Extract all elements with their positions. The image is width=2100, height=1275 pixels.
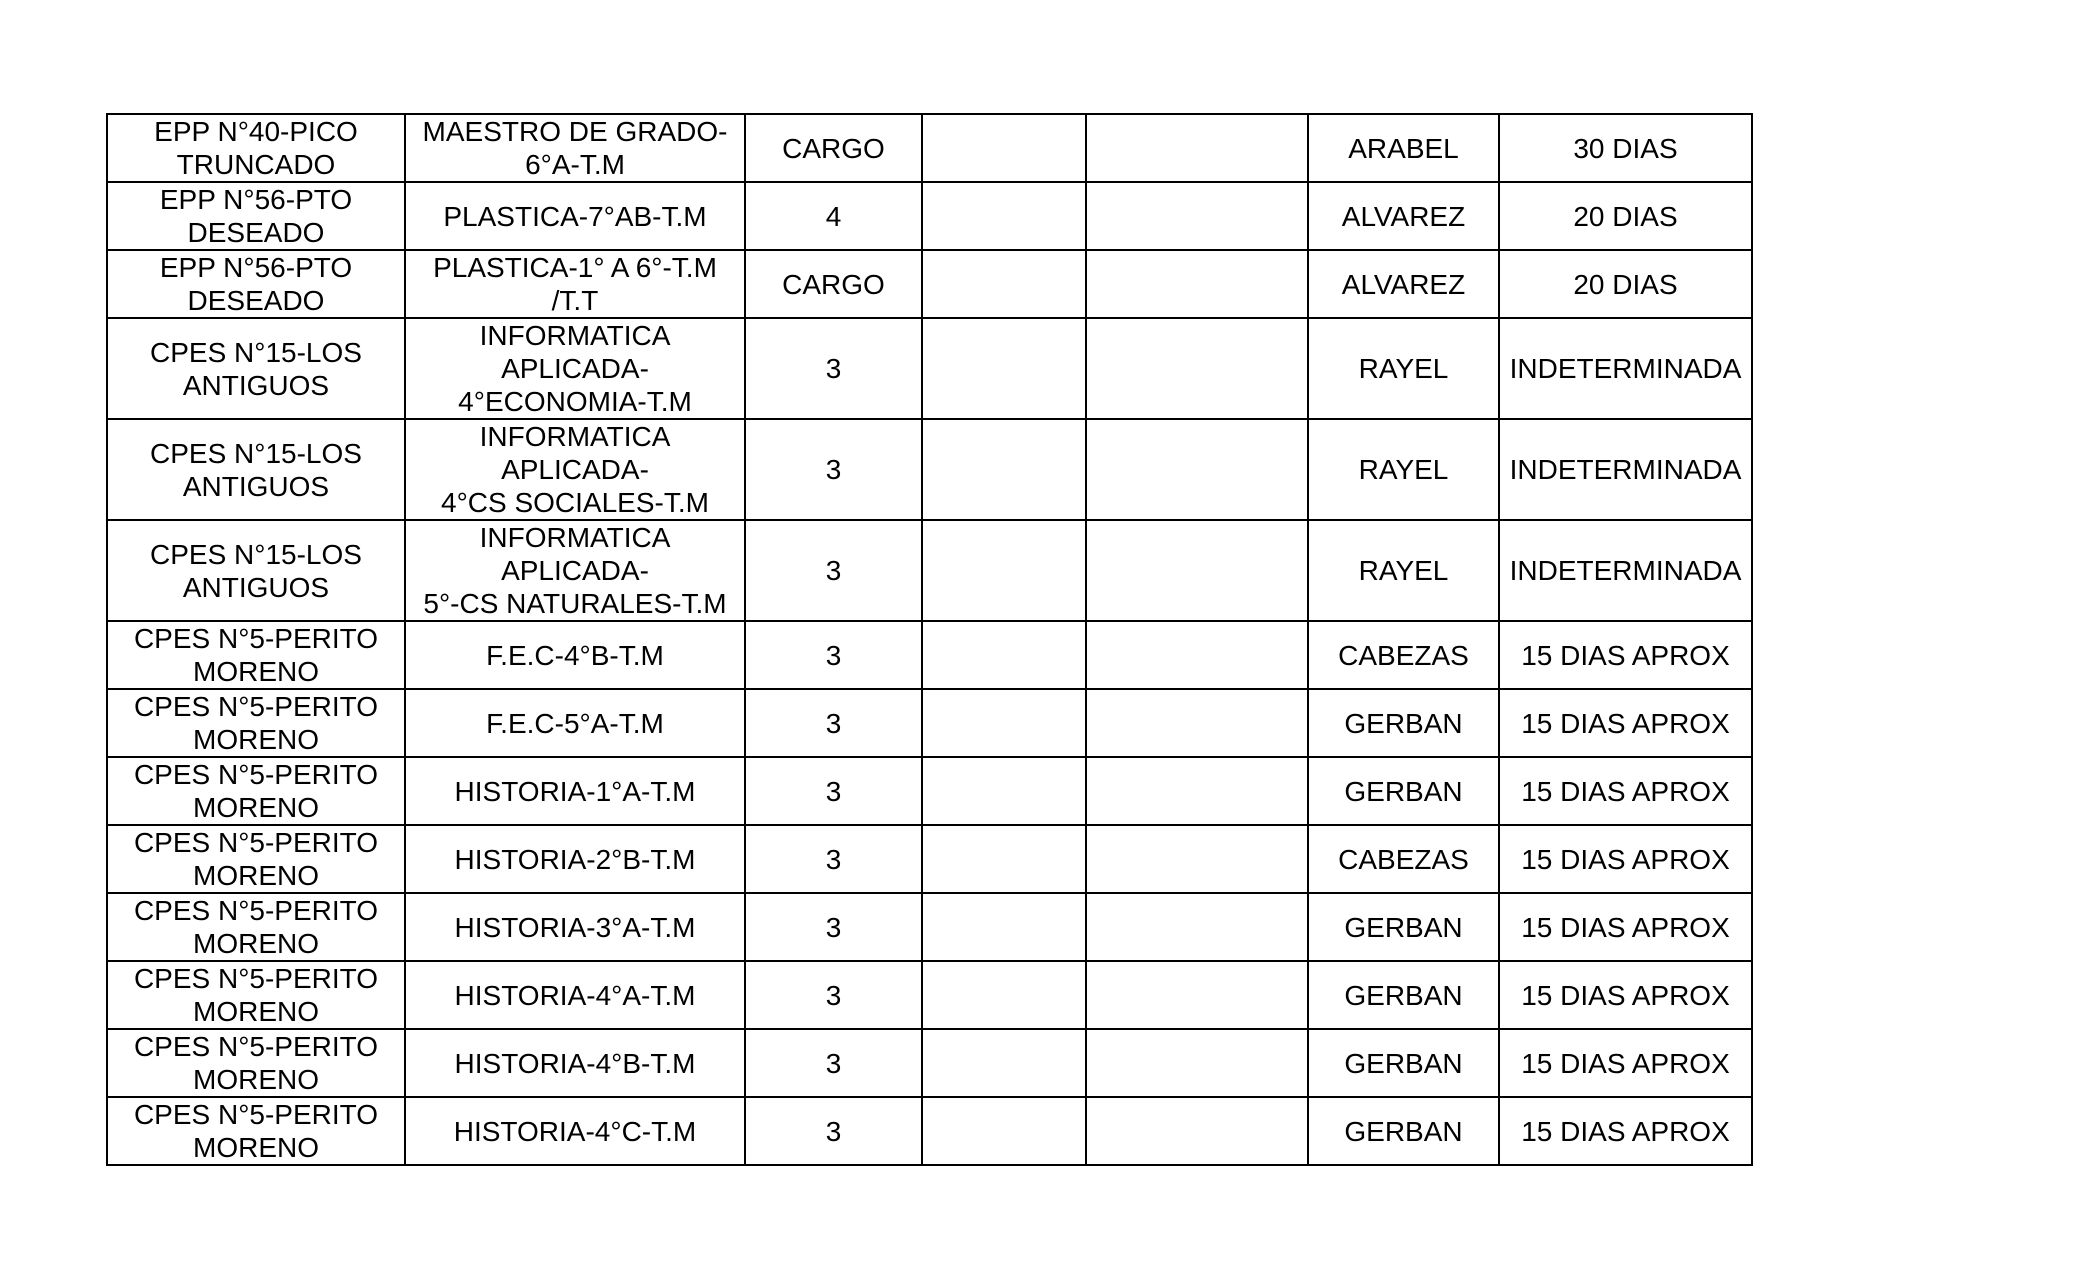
empty-cell xyxy=(922,250,1086,318)
hours-cell: 3 xyxy=(745,621,922,689)
hours-cell: 3 xyxy=(745,757,922,825)
hours-cell: 3 xyxy=(745,689,922,757)
empty-cell xyxy=(922,961,1086,1029)
subject-cell: HISTORIA-1°A-T.M xyxy=(405,757,745,825)
duration-cell: 15 DIAS APROX xyxy=(1499,621,1752,689)
table-row xyxy=(107,757,1752,825)
school-cell: CPES N°5-PERITO MORENO xyxy=(107,961,405,1029)
name-cell: GERBAN xyxy=(1308,689,1499,757)
subject-cell: HISTORIA-4°C-T.M xyxy=(405,1097,745,1165)
empty-cell xyxy=(922,182,1086,250)
duration-cell: 30 DIAS xyxy=(1499,114,1752,182)
empty-cell xyxy=(1086,961,1308,1029)
name-cell: GERBAN xyxy=(1308,757,1499,825)
subject-cell: INFORMATICA APLICADA- 4°CS SOCIALES-T.M xyxy=(405,419,745,520)
school-cell: CPES N°15-LOS ANTIGUOS xyxy=(107,318,405,419)
school-cell: CPES N°5-PERITO MORENO xyxy=(107,1097,405,1165)
school-cell: CPES N°15-LOS ANTIGUOS xyxy=(107,419,405,520)
table-row xyxy=(107,1097,1752,1165)
table-row xyxy=(107,250,1752,318)
hours-cell: 4 xyxy=(745,182,922,250)
name-cell: RAYEL xyxy=(1308,520,1499,621)
empty-cell xyxy=(922,419,1086,520)
name-cell: ARABEL xyxy=(1308,114,1499,182)
hours-cell: 3 xyxy=(745,961,922,1029)
empty-cell xyxy=(1086,757,1308,825)
duration-cell: 15 DIAS APROX xyxy=(1499,893,1752,961)
duration-cell: INDETERMINADA xyxy=(1499,318,1752,419)
school-cell: CPES N°5-PERITO MORENO xyxy=(107,825,405,893)
table-row xyxy=(107,689,1752,757)
subject-cell: PLASTICA-7°AB-T.M xyxy=(405,182,745,250)
subject-cell: HISTORIA-4°B-T.M xyxy=(405,1029,745,1097)
hours-cell: CARGO xyxy=(745,250,922,318)
school-cell: EPP N°56-PTO DESEADO xyxy=(107,182,405,250)
name-cell: GERBAN xyxy=(1308,1029,1499,1097)
empty-cell xyxy=(922,114,1086,182)
duration-cell: 15 DIAS APROX xyxy=(1499,1029,1752,1097)
empty-cell xyxy=(922,318,1086,419)
hours-cell: 3 xyxy=(745,825,922,893)
table-row xyxy=(107,621,1752,689)
table-body xyxy=(107,114,1752,1165)
table-row xyxy=(107,318,1752,419)
subject-cell: MAESTRO DE GRADO- 6°A-T.M xyxy=(405,114,745,182)
table-row xyxy=(107,419,1752,520)
school-cell: CPES N°5-PERITO MORENO xyxy=(107,689,405,757)
name-cell: GERBAN xyxy=(1308,961,1499,1029)
duration-cell: 15 DIAS APROX xyxy=(1499,825,1752,893)
name-cell: CABEZAS xyxy=(1308,825,1499,893)
school-cell: EPP N°56-PTO DESEADO xyxy=(107,250,405,318)
school-cell: CPES N°5-PERITO MORENO xyxy=(107,1029,405,1097)
empty-cell xyxy=(1086,1029,1308,1097)
table-row xyxy=(107,182,1752,250)
empty-cell xyxy=(922,621,1086,689)
duration-cell: 15 DIAS APROX xyxy=(1499,1097,1752,1165)
subject-cell: INFORMATICA APLICADA- 4°ECONOMIA-T.M xyxy=(405,318,745,419)
empty-cell xyxy=(922,1097,1086,1165)
table-row xyxy=(107,114,1752,182)
empty-cell xyxy=(922,520,1086,621)
table-row xyxy=(107,961,1752,1029)
duration-cell: 20 DIAS xyxy=(1499,182,1752,250)
empty-cell xyxy=(1086,114,1308,182)
name-cell: RAYEL xyxy=(1308,318,1499,419)
empty-cell xyxy=(922,689,1086,757)
empty-cell xyxy=(1086,1097,1308,1165)
school-cell: EPP N°40-PICO TRUNCADO xyxy=(107,114,405,182)
duration-cell: INDETERMINADA xyxy=(1499,520,1752,621)
table-row xyxy=(107,893,1752,961)
subject-cell: INFORMATICA APLICADA- 5°-CS NATURALES-T.M xyxy=(405,520,745,621)
table-row xyxy=(107,520,1752,621)
subject-cell: HISTORIA-2°B-T.M xyxy=(405,825,745,893)
empty-cell xyxy=(922,893,1086,961)
hours-cell: 3 xyxy=(745,520,922,621)
duration-cell: 15 DIAS APROX xyxy=(1499,689,1752,757)
empty-cell xyxy=(1086,689,1308,757)
table-row xyxy=(107,825,1752,893)
duration-cell: 15 DIAS APROX xyxy=(1499,757,1752,825)
subject-cell: HISTORIA-4°A-T.M xyxy=(405,961,745,1029)
name-cell: ALVAREZ xyxy=(1308,250,1499,318)
subject-cell: HISTORIA-3°A-T.M xyxy=(405,893,745,961)
empty-cell xyxy=(1086,419,1308,520)
duration-cell: INDETERMINADA xyxy=(1499,419,1752,520)
school-cell: CPES N°5-PERITO MORENO xyxy=(107,621,405,689)
empty-cell xyxy=(1086,893,1308,961)
hours-cell: 3 xyxy=(745,893,922,961)
subject-cell: F.E.C-5°A-T.M xyxy=(405,689,745,757)
duration-cell: 20 DIAS xyxy=(1499,250,1752,318)
empty-cell xyxy=(922,825,1086,893)
substitutions-table xyxy=(106,113,1753,1166)
subject-cell: PLASTICA-1° A 6°-T.M /T.T xyxy=(405,250,745,318)
name-cell: GERBAN xyxy=(1308,893,1499,961)
name-cell: RAYEL xyxy=(1308,419,1499,520)
empty-cell xyxy=(922,757,1086,825)
hours-cell: 3 xyxy=(745,318,922,419)
hours-cell: 3 xyxy=(745,1097,922,1165)
empty-cell xyxy=(1086,520,1308,621)
hours-cell: 3 xyxy=(745,419,922,520)
empty-cell xyxy=(1086,182,1308,250)
school-cell: CPES N°5-PERITO MORENO xyxy=(107,893,405,961)
name-cell: GERBAN xyxy=(1308,1097,1499,1165)
school-cell: CPES N°5-PERITO MORENO xyxy=(107,757,405,825)
empty-cell xyxy=(922,1029,1086,1097)
subject-cell: F.E.C-4°B-T.M xyxy=(405,621,745,689)
hours-cell: CARGO xyxy=(745,114,922,182)
empty-cell xyxy=(1086,825,1308,893)
empty-cell xyxy=(1086,621,1308,689)
name-cell: CABEZAS xyxy=(1308,621,1499,689)
hours-cell: 3 xyxy=(745,1029,922,1097)
school-cell: CPES N°15-LOS ANTIGUOS xyxy=(107,520,405,621)
name-cell: ALVAREZ xyxy=(1308,182,1499,250)
duration-cell: 15 DIAS APROX xyxy=(1499,961,1752,1029)
table-row xyxy=(107,1029,1752,1097)
empty-cell xyxy=(1086,250,1308,318)
empty-cell xyxy=(1086,318,1308,419)
